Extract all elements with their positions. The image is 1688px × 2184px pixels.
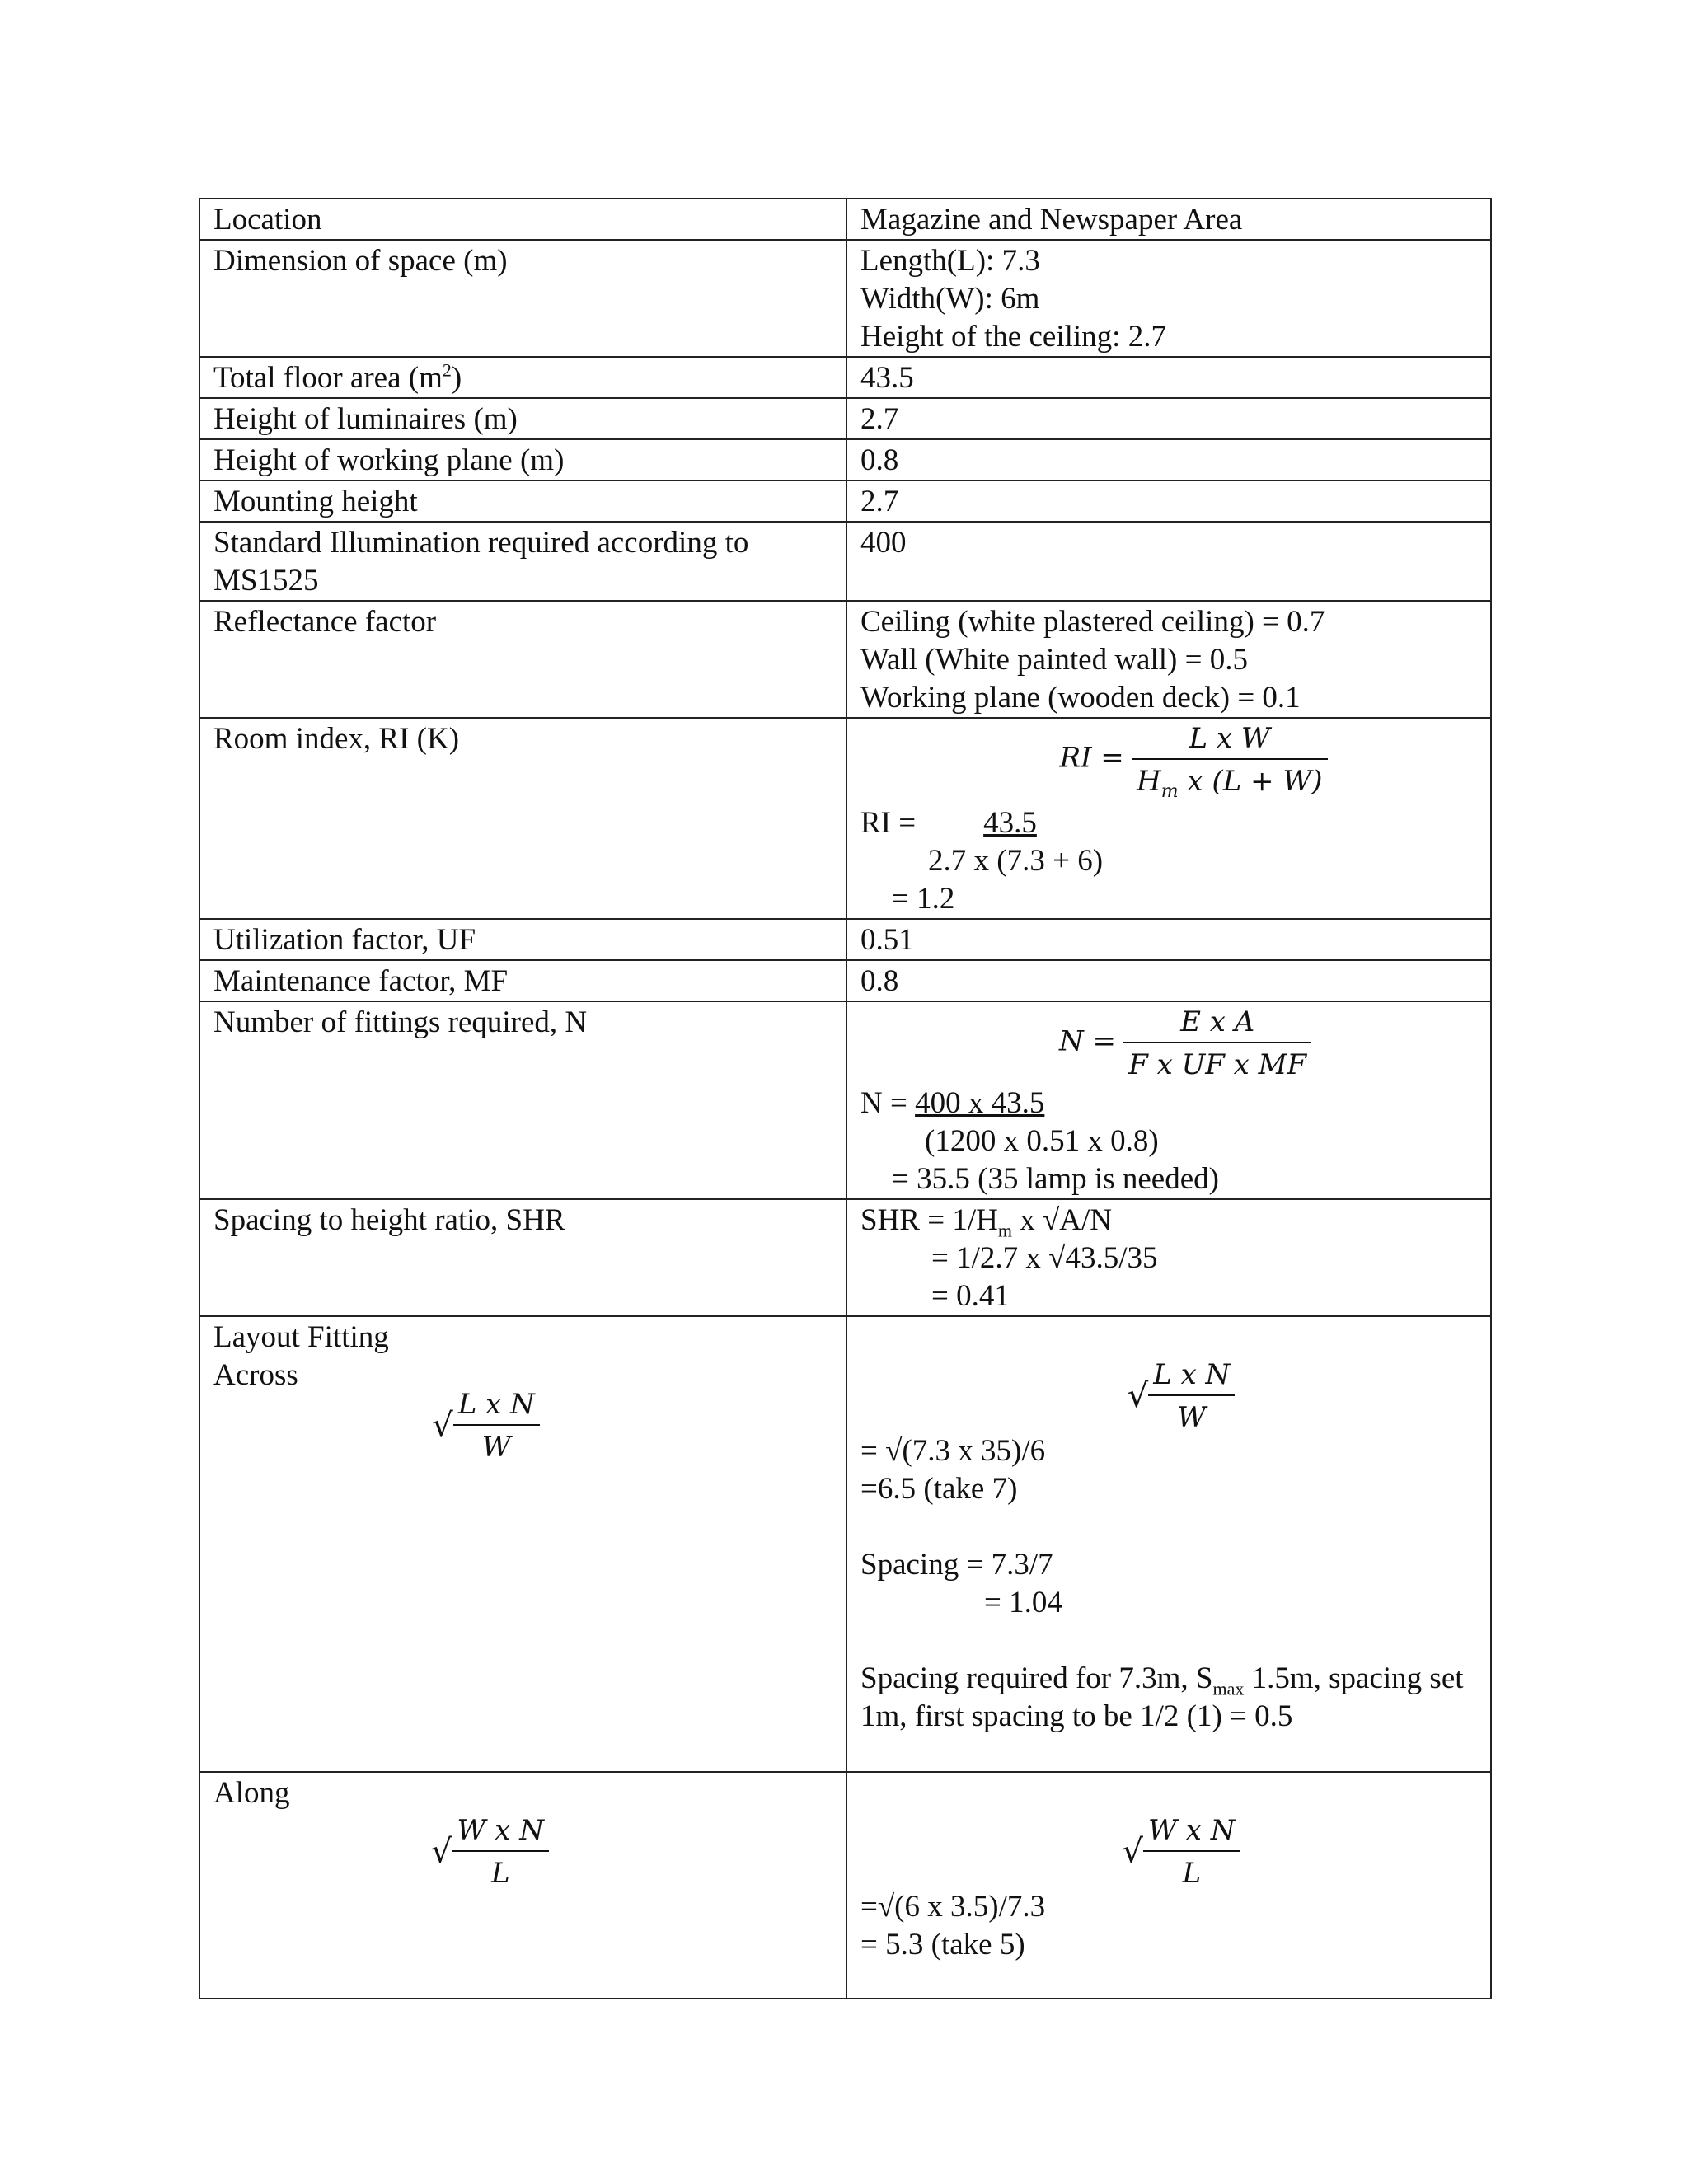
- layout-along-formula-right-denominator: L: [1182, 1857, 1202, 1890]
- table-row-standard-illumination: [199, 522, 1491, 601]
- shr-value: [846, 1199, 1491, 1316]
- reflectance-ceiling: Ceiling (white plastered ceiling) = 0.7: [860, 605, 1325, 639]
- utilization-label: Utilization factor, UF: [199, 919, 846, 960]
- room-index-formula-denominator: [1132, 760, 1327, 802]
- layout-across-formula-left: [213, 1386, 832, 1465]
- fittings-calc-lhs: N =: [860, 1086, 916, 1120]
- table-row-height-luminaires: [199, 398, 1491, 439]
- floor-area-label-superscript: 2: [442, 359, 452, 381]
- room-index-formula-hm: H: [1137, 765, 1161, 798]
- mounting-height-value: 2.7: [846, 480, 1491, 522]
- square-root-icon: √: [432, 1407, 453, 1445]
- fittings-calc-numerator: 400 x 43.5: [915, 1086, 1045, 1120]
- layout-along-formula-left-fraction: [452, 1812, 550, 1891]
- layout-along-formula-left-numerator: W x N: [452, 1812, 550, 1852]
- reflectance-label: Reflectance factor: [199, 601, 846, 718]
- layout-across-formula-left-fraction: [453, 1386, 540, 1465]
- layout-across-spacing-2: = 1.04: [984, 1586, 1062, 1619]
- table-row-location: [199, 199, 1491, 240]
- room-index-formula-numerator: L x W: [1132, 720, 1327, 760]
- maintenance-label: Maintenance factor, MF: [199, 960, 846, 1001]
- table-row-room-index: [199, 718, 1491, 919]
- layout-across-formula-right: [860, 1357, 1477, 1432]
- layout-across-note-rest: 1.5m, spacing set 1m, first spacing to be 1/2 (1) = 0.5: [860, 1661, 1464, 1733]
- mounting-height-label: Mounting height: [199, 480, 846, 522]
- shr-label: Spacing to height ratio, SHR: [199, 1199, 846, 1316]
- dimension-label: Dimension of space (m): [199, 240, 846, 357]
- table-row-floor-area: [199, 357, 1491, 398]
- fittings-formula-lhs: N =: [1058, 1024, 1116, 1058]
- reflectance-working-plane: Working plane (wooden deck) = 0.1: [860, 681, 1301, 715]
- fittings-formula-fraction: [1123, 1004, 1311, 1083]
- table-row-reflectance: [199, 601, 1491, 718]
- room-index-formula-hm-subscript: m: [1160, 780, 1179, 802]
- dimension-length: Length(L): 7.3: [860, 244, 1040, 278]
- layout-across-calc-1: = √(7.3 x 35)/6: [860, 1434, 1046, 1468]
- room-index-calc-numerator: 43.5: [983, 806, 1037, 840]
- room-index-formula-fraction: [1132, 720, 1327, 802]
- table-row-maintenance: [199, 960, 1491, 1001]
- room-index-value: [846, 718, 1491, 919]
- layout-across-formula-left-numerator: L x N: [453, 1386, 540, 1426]
- layout-along-formula-left: [213, 1812, 832, 1891]
- location-label: Location: [199, 199, 846, 240]
- layout-across-note-subscript: max: [1212, 1678, 1245, 1699]
- layout-along-label-cell: [199, 1772, 846, 1999]
- room-index-calc-denominator: 2.7 x (7.3 + 6): [928, 844, 1104, 878]
- room-index-calc-lhs: RI =: [860, 806, 917, 840]
- standard-illumination-value: 400: [846, 522, 1491, 601]
- fittings-calc-denominator: (1200 x 0.51 x 0.8): [925, 1124, 1159, 1158]
- room-index-label: Room index, RI (K): [199, 718, 846, 919]
- fittings-result: = 35.5 (35 lamp is needed): [892, 1162, 1219, 1196]
- table-row-shr: [199, 1199, 1491, 1316]
- shr-line-3: = 0.41: [931, 1279, 1010, 1313]
- layout-across-calc-2: =6.5 (take 7): [860, 1472, 1018, 1506]
- square-root-icon: √: [431, 1833, 452, 1871]
- table-row-mounting-height: [199, 480, 1491, 522]
- room-index-result: = 1.2: [892, 882, 955, 916]
- fittings-value: [846, 1001, 1491, 1199]
- layout-along-label: Along: [213, 1776, 290, 1810]
- lighting-calculation-table: [199, 198, 1492, 1999]
- table-row-utilization: [199, 919, 1491, 960]
- layout-across-formula-right-fraction: [1148, 1357, 1235, 1436]
- room-index-formula-den-rest: x (L + W): [1178, 765, 1323, 798]
- reflectance-wall: Wall (White painted wall) = 0.5: [860, 643, 1248, 677]
- room-index-calc-line: [860, 804, 1477, 842]
- shr-line-2: = 1/2.7 x √43.5/35: [931, 1241, 1158, 1275]
- fittings-formula: [860, 1004, 1477, 1085]
- layout-along-value: [846, 1772, 1491, 1999]
- floor-area-label: [199, 357, 846, 398]
- layout-across-formula-left-denominator: W: [481, 1431, 511, 1464]
- table-row-layout-across: [199, 1316, 1491, 1772]
- layout-across-formula-right-denominator: W: [1177, 1401, 1207, 1434]
- layout-across-label-cell: [199, 1316, 846, 1772]
- fittings-calc-line: [860, 1085, 1477, 1122]
- square-root-icon: √: [1127, 1377, 1149, 1415]
- dimension-height: Height of the ceiling: 2.7: [860, 320, 1166, 354]
- layout-along-formula-left-denominator: L: [490, 1857, 510, 1890]
- layout-along-formula-right: [860, 1812, 1477, 1888]
- reflectance-value: [846, 601, 1491, 718]
- floor-area-value: 43.5: [846, 357, 1491, 398]
- fittings-label: Number of fittings required, N: [199, 1001, 846, 1199]
- layout-along-calc-2: = 5.3 (take 5): [860, 1928, 1025, 1961]
- spacer: [860, 1508, 1477, 1546]
- room-index-formula-lhs: RI =: [1059, 741, 1124, 775]
- standard-illumination-label: Standard Illumination required according to MS1525: [199, 522, 846, 601]
- height-working-plane-value: 0.8: [846, 439, 1491, 480]
- shr-line-1-rest: x √A/N: [1011, 1203, 1112, 1237]
- table-row-dimension: [199, 240, 1491, 357]
- height-luminaires-value: 2.7: [846, 398, 1491, 439]
- layout-along-formula-right-fraction: [1143, 1812, 1240, 1891]
- shr-line-1: [860, 1202, 1477, 1240]
- shr-line-1-subscript: m: [997, 1220, 1012, 1241]
- layout-along-calc-1: =√(6 x 3.5)/7.3: [860, 1890, 1046, 1924]
- height-luminaires-label: Height of luminaires (m): [199, 398, 846, 439]
- layout-across-formula-right-numerator: L x N: [1148, 1357, 1235, 1396]
- table-row-layout-along: [199, 1772, 1491, 1999]
- utilization-value: 0.51: [846, 919, 1491, 960]
- spacer: [860, 1622, 1477, 1660]
- room-index-formula: [860, 720, 1477, 804]
- layout-across-label: Across: [213, 1358, 298, 1392]
- table-row-fittings: [199, 1001, 1491, 1199]
- fittings-formula-numerator: E x A: [1123, 1004, 1311, 1043]
- maintenance-value: 0.8: [846, 960, 1491, 1001]
- floor-area-label-close: ): [451, 361, 462, 395]
- layout-across-value: [846, 1316, 1491, 1772]
- table-row-height-working-plane: [199, 439, 1491, 480]
- floor-area-label-text: Total floor area (m: [213, 361, 443, 395]
- dimension-value: [846, 240, 1491, 357]
- layout-across-spacing-1: Spacing = 7.3/7: [860, 1548, 1053, 1582]
- square-root-icon: √: [1122, 1833, 1143, 1871]
- layout-across-note-text: Spacing required for 7.3m, S: [860, 1661, 1213, 1695]
- layout-fitting-label: Layout Fitting: [213, 1320, 389, 1354]
- layout-across-note: [860, 1660, 1477, 1736]
- height-working-plane-label: Height of working plane (m): [199, 439, 846, 480]
- fittings-formula-denominator: F x UF x MF: [1128, 1048, 1307, 1081]
- shr-line-1-text: SHR = 1/H: [860, 1203, 998, 1237]
- location-value: Magazine and Newspaper Area: [846, 199, 1491, 240]
- dimension-width: Width(W): 6m: [860, 282, 1040, 316]
- layout-along-formula-right-numerator: W x N: [1143, 1812, 1240, 1852]
